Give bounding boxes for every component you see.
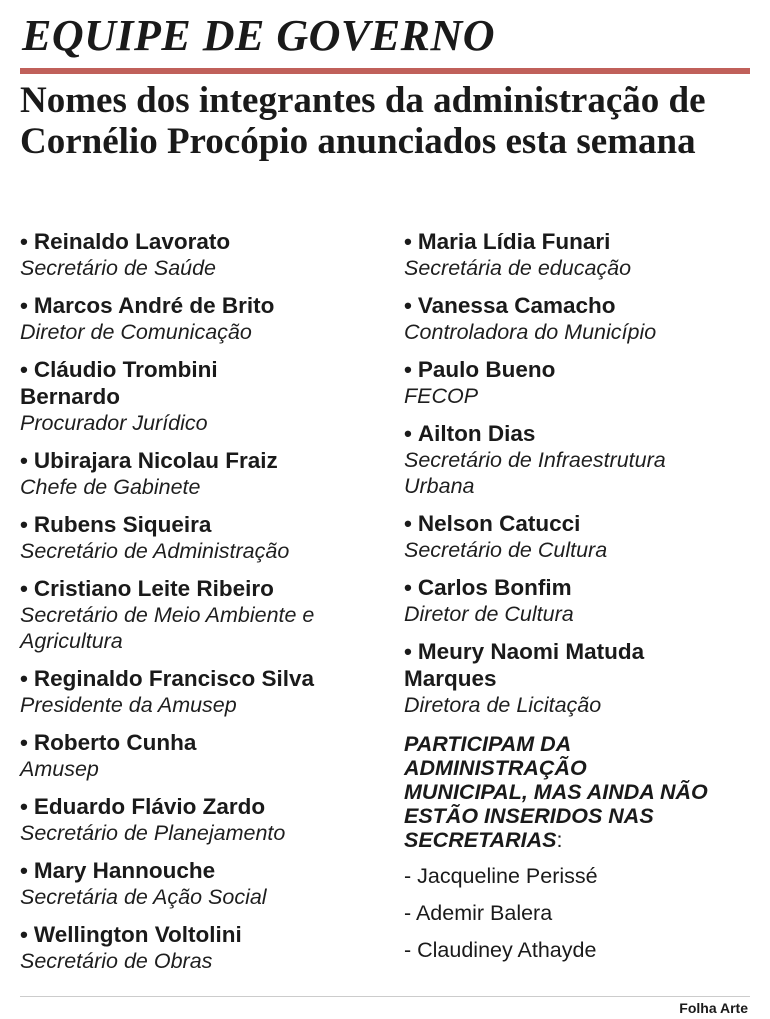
bullet-icon: • [20, 448, 28, 473]
bullet-icon: • [404, 229, 412, 254]
kicker-title: EQUIPE DE GOVERNO [22, 11, 496, 60]
bullet-icon: • [20, 858, 28, 883]
list-item [20, 665, 390, 718]
list-item [20, 921, 390, 974]
person-role: Procurador Jurídico [20, 411, 208, 435]
person-role: FECOP [404, 384, 479, 408]
list-item [20, 292, 390, 345]
person-role: Diretora de Licitação [404, 693, 602, 717]
bullet-icon: • [404, 421, 412, 446]
bullet-icon: • [20, 512, 28, 537]
footer-divider [20, 996, 750, 997]
list-item [20, 857, 390, 910]
list-item [404, 420, 760, 499]
person-name: • Marcos André de Brito [20, 293, 275, 318]
person-name: • Maria Lídia Funari [404, 229, 611, 254]
bullet-icon: • [20, 922, 28, 947]
list-item [20, 729, 390, 782]
person-role: Secretário de Obras [20, 949, 213, 973]
list-item [20, 228, 390, 281]
person-role: Secretário de Meio Ambiente e Agricultura [20, 603, 315, 653]
left-column [20, 228, 390, 985]
person-role: Secretária de Ação Social [20, 885, 267, 909]
list-item [20, 793, 390, 846]
person-name: • Cláudio Trombini Bernardo [20, 357, 218, 409]
person-name: • Ubirajara Nicolau Fraiz [20, 448, 278, 473]
person-role: Secretário de Planejamento [20, 821, 286, 845]
list-item: - Jacqueline Perissé [404, 864, 598, 888]
person-name: • Mary Hannouche [20, 858, 216, 883]
accent-rule [20, 68, 750, 74]
person-name: • Roberto Cunha [20, 730, 197, 755]
person-name: • Rubens Siqueira [20, 512, 212, 537]
bullet-icon: • [404, 575, 412, 600]
person-name: • Nelson Catucci [404, 511, 581, 536]
bullet-icon: • [20, 576, 28, 601]
credit-label: Folha Arte [679, 1000, 748, 1016]
person-name: • Cristiano Leite Ribeiro [20, 576, 274, 601]
person-role: Secretário de Saúde [20, 256, 217, 280]
list-item: - Ademir Balera [404, 901, 553, 925]
bullet-icon: • [20, 730, 28, 755]
person-name: • Reinaldo Lavorato [20, 229, 231, 254]
note-text: PARTICIPAM DA ADMINISTRAÇÃO MUNICIPAL, MAS AINDA NÃO ESTÃO INSERIDOS NAS SECRETARIAS [404, 732, 708, 852]
person-name: • Eduardo Flávio Zardo [20, 794, 266, 819]
person-role: Diretor de Cultura [404, 602, 574, 626]
person-role: Secretário de Cultura [404, 538, 608, 562]
person-role: Secretário de Infraestrutura Urbana [404, 448, 666, 498]
list-item [20, 447, 390, 500]
bullet-icon: • [20, 229, 28, 254]
bullet-icon: • [404, 639, 412, 664]
right-column [404, 228, 760, 975]
person-role: Chefe de Gabinete [20, 475, 201, 499]
person-role: Presidente da Amusep [20, 693, 237, 717]
person-name: • Carlos Bonfim [404, 575, 572, 600]
person-name: • Ailton Dias [404, 421, 536, 446]
list-item: - Claudiney Athayde [404, 938, 597, 962]
list-item [20, 511, 390, 564]
person-name: • Vanessa Camacho [404, 293, 616, 318]
note-colon: : [556, 828, 563, 852]
bullet-icon: • [20, 666, 28, 691]
person-role: Diretor de Comunicação [20, 320, 252, 344]
bullet-icon: • [20, 794, 28, 819]
person-role: Secretário de Administração [20, 539, 290, 563]
list-item [404, 228, 760, 281]
note-heading [404, 732, 714, 852]
headline: Nomes dos integrantes da administração de Cornélio Procópio anunciados esta semana [20, 80, 706, 162]
list-item [20, 356, 260, 436]
list-item [404, 510, 760, 563]
list-item [404, 574, 760, 627]
bullet-icon: • [20, 357, 28, 382]
person-name: • Wellington Voltolini [20, 922, 242, 947]
bullet-icon: • [404, 511, 412, 536]
person-role: Controladora do Município [404, 320, 657, 344]
list-item [404, 638, 704, 718]
person-name: • Reginaldo Francisco Silva [20, 666, 314, 691]
list-item [20, 575, 390, 654]
bullet-icon: • [404, 357, 412, 382]
person-name: • Paulo Bueno [404, 357, 556, 382]
bullet-icon: • [404, 293, 412, 318]
person-role: Amusep [20, 757, 99, 781]
person-name: • Meury Naomi Matuda Marques [404, 639, 645, 691]
list-item [404, 292, 760, 345]
bullet-icon: • [20, 293, 28, 318]
extras-list [404, 864, 760, 963]
person-role: Secretária de educação [404, 256, 632, 280]
list-item [404, 356, 760, 409]
